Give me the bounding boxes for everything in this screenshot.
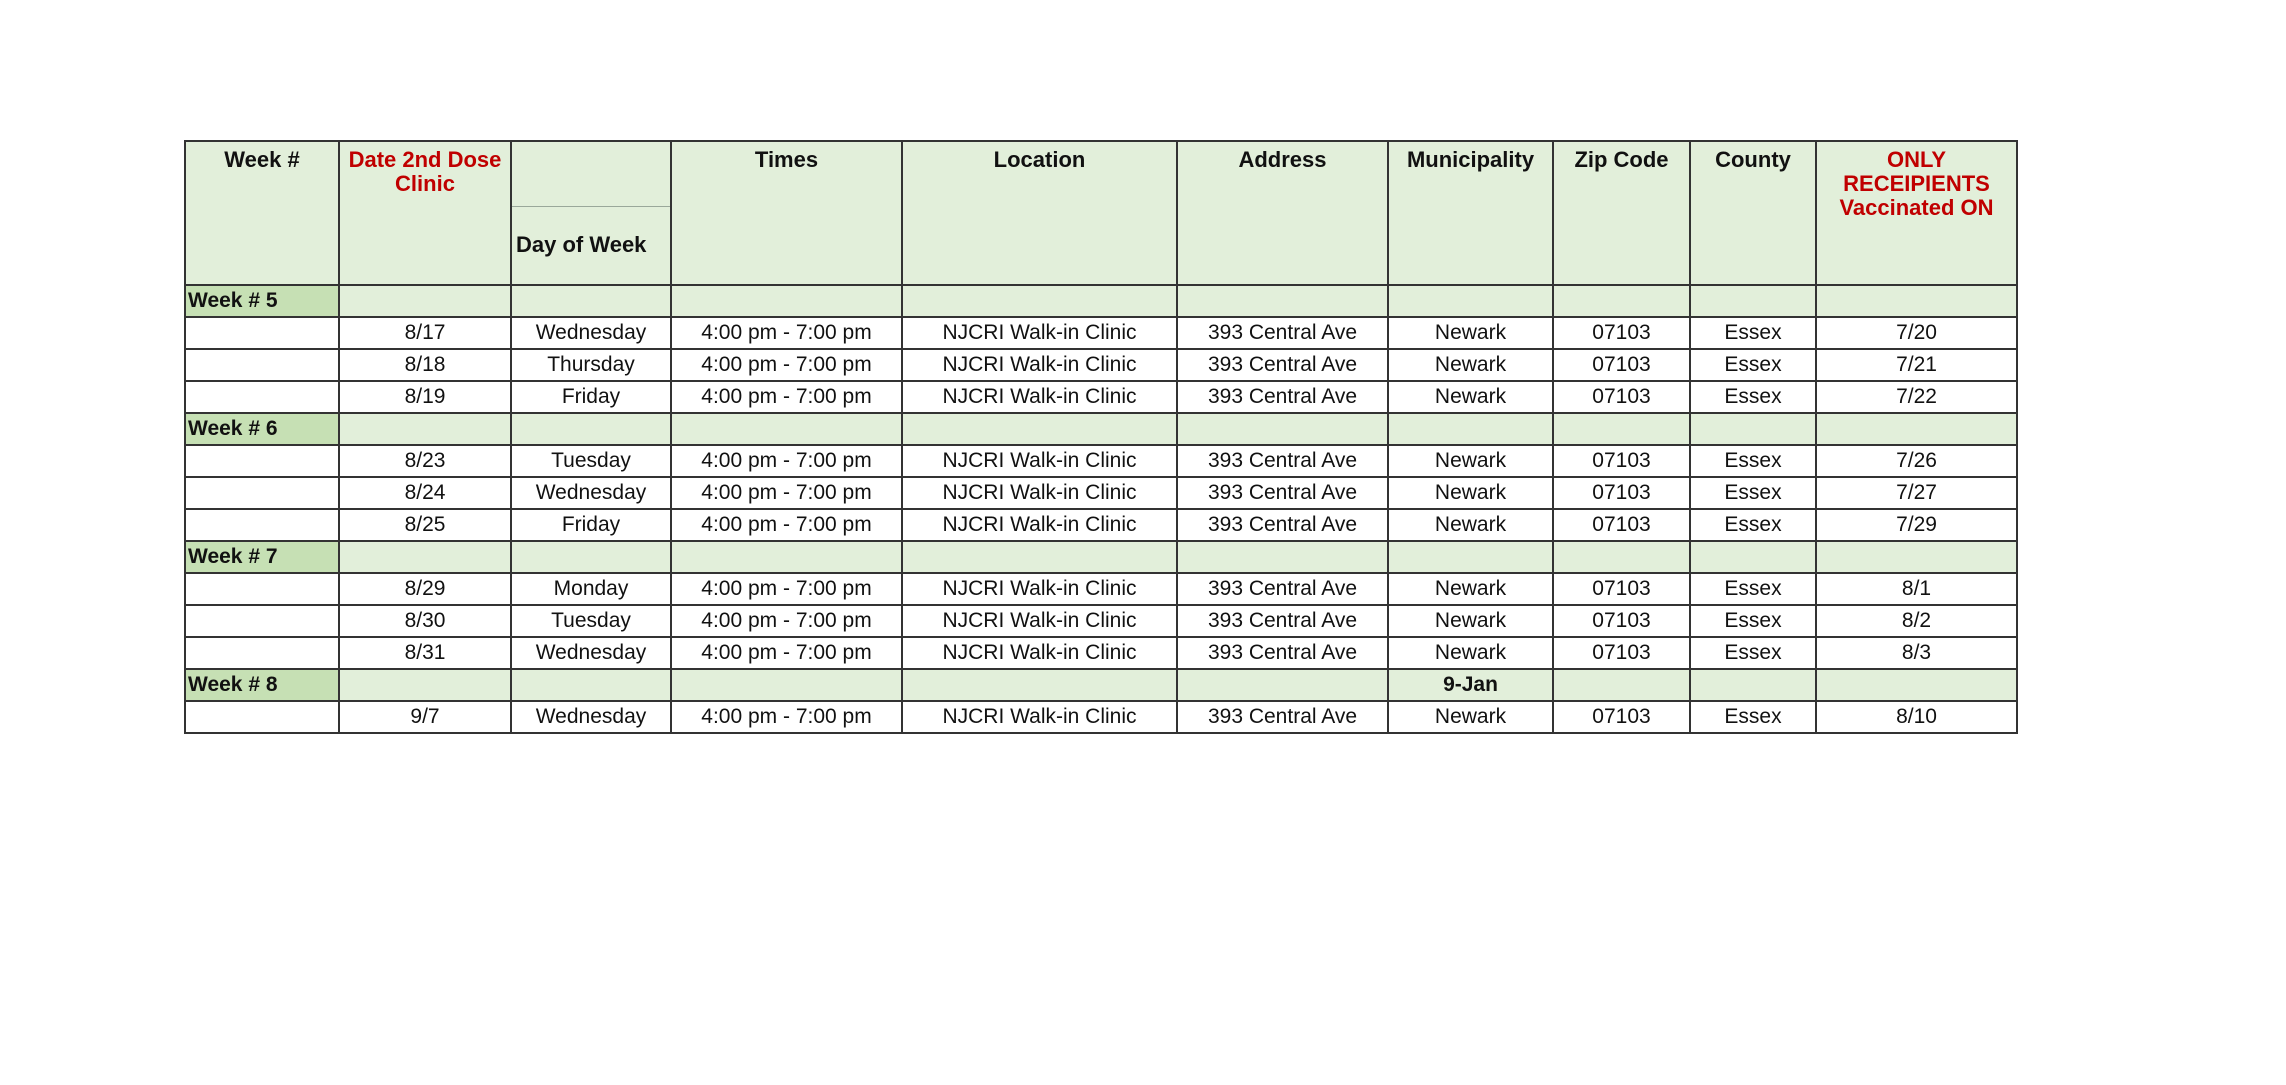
date-cell: 8/25: [339, 509, 511, 541]
date-cell: 9/7: [339, 701, 511, 733]
week-band-cell: [339, 413, 511, 445]
week-band-cell: [1177, 541, 1388, 573]
location-cell: NJCRI Walk-in Clinic: [902, 477, 1177, 509]
table-row: [185, 637, 2017, 669]
week-blank-cell: [185, 317, 339, 349]
header-vaccinated-on: ONLY RECEIPIENTS Vaccinated ON: [1816, 141, 2017, 285]
week-group-row: [185, 669, 2017, 701]
day-cell: Friday: [511, 381, 671, 413]
week-band-cell: [339, 541, 511, 573]
week-blank-cell: [185, 573, 339, 605]
times-cell: 4:00 pm - 7:00 pm: [671, 477, 902, 509]
week-band-cell: [511, 541, 671, 573]
day-cell: Friday: [511, 509, 671, 541]
week-band-cell: [1553, 541, 1690, 573]
day-cell: Thursday: [511, 349, 671, 381]
header-week: Week #: [185, 141, 339, 285]
week-note: 9-Jan: [1388, 669, 1553, 701]
address-cell: 393 Central Ave: [1177, 701, 1388, 733]
week-band-cell: [671, 413, 902, 445]
week-band-cell: [1816, 413, 2017, 445]
week-blank-cell: [185, 701, 339, 733]
header-county: County: [1690, 141, 1816, 285]
header-row: [185, 141, 2017, 285]
week-blank-cell: [185, 381, 339, 413]
table-row: [185, 445, 2017, 477]
week-band-cell: [902, 669, 1177, 701]
header-times: Times: [671, 141, 902, 285]
date-cell: 8/30: [339, 605, 511, 637]
municipality-cell: Newark: [1388, 509, 1553, 541]
address-cell: 393 Central Ave: [1177, 445, 1388, 477]
zip-cell: 07103: [1553, 573, 1690, 605]
vaccinated-on-cell: 7/22: [1816, 381, 2017, 413]
clinic-schedule-table: [184, 140, 2018, 734]
county-cell: Essex: [1690, 381, 1816, 413]
county-cell: Essex: [1690, 573, 1816, 605]
municipality-cell: Newark: [1388, 573, 1553, 605]
county-cell: Essex: [1690, 349, 1816, 381]
location-cell: NJCRI Walk-in Clinic: [902, 701, 1177, 733]
week-blank-cell: [185, 509, 339, 541]
county-cell: Essex: [1690, 701, 1816, 733]
week-note: [1388, 541, 1553, 573]
zip-cell: 07103: [1553, 637, 1690, 669]
county-cell: Essex: [1690, 317, 1816, 349]
county-cell: Essex: [1690, 477, 1816, 509]
week-group-row: [185, 413, 2017, 445]
table-row: [185, 349, 2017, 381]
day-cell: Wednesday: [511, 317, 671, 349]
times-cell: 4:00 pm - 7:00 pm: [671, 381, 902, 413]
header-location: Location: [902, 141, 1177, 285]
location-cell: NJCRI Walk-in Clinic: [902, 317, 1177, 349]
times-cell: 4:00 pm - 7:00 pm: [671, 637, 902, 669]
vaccinated-on-cell: 8/3: [1816, 637, 2017, 669]
week-band-cell: [1553, 285, 1690, 317]
week-band-cell: [1690, 413, 1816, 445]
county-cell: Essex: [1690, 637, 1816, 669]
table-row: [185, 573, 2017, 605]
times-cell: 4:00 pm - 7:00 pm: [671, 509, 902, 541]
week-band-cell: [1553, 413, 1690, 445]
location-cell: NJCRI Walk-in Clinic: [902, 605, 1177, 637]
times-cell: 4:00 pm - 7:00 pm: [671, 445, 902, 477]
date-cell: 8/23: [339, 445, 511, 477]
week-band-cell: [511, 669, 671, 701]
times-cell: 4:00 pm - 7:00 pm: [671, 349, 902, 381]
week-band-cell: [1690, 285, 1816, 317]
week-band-cell: [671, 669, 902, 701]
week-blank-cell: [185, 605, 339, 637]
day-cell: Tuesday: [511, 605, 671, 637]
table-row: [185, 701, 2017, 733]
vaccinated-on-cell: 7/26: [1816, 445, 2017, 477]
address-cell: 393 Central Ave: [1177, 509, 1388, 541]
times-cell: 4:00 pm - 7:00 pm: [671, 605, 902, 637]
week-label: Week # 5: [185, 285, 339, 317]
week-band-cell: [339, 669, 511, 701]
week-band-cell: [511, 413, 671, 445]
table-row: [185, 381, 2017, 413]
table-row: [185, 477, 2017, 509]
week-band-cell: [1690, 541, 1816, 573]
day-cell: Wednesday: [511, 637, 671, 669]
week-label: Week # 6: [185, 413, 339, 445]
week-label: Week # 7: [185, 541, 339, 573]
zip-cell: 07103: [1553, 509, 1690, 541]
vaccinated-on-cell: 8/1: [1816, 573, 2017, 605]
week-band-cell: [1816, 541, 2017, 573]
county-cell: Essex: [1690, 509, 1816, 541]
header-day-of-week: [511, 141, 671, 285]
date-cell: 8/19: [339, 381, 511, 413]
day-cell: Monday: [511, 573, 671, 605]
week-band-cell: [1553, 669, 1690, 701]
vaccinated-on-cell: 7/20: [1816, 317, 2017, 349]
location-cell: NJCRI Walk-in Clinic: [902, 349, 1177, 381]
week-band-cell: [1177, 669, 1388, 701]
vaccinated-on-cell: 7/27: [1816, 477, 2017, 509]
municipality-cell: Newark: [1388, 605, 1553, 637]
week-label: Week # 8: [185, 669, 339, 701]
week-band-cell: [1816, 669, 2017, 701]
week-band-cell: [671, 541, 902, 573]
week-blank-cell: [185, 445, 339, 477]
week-blank-cell: [185, 637, 339, 669]
week-band-cell: [671, 285, 902, 317]
municipality-cell: Newark: [1388, 477, 1553, 509]
week-band-cell: [1177, 413, 1388, 445]
vaccinated-on-cell: 7/29: [1816, 509, 2017, 541]
address-cell: 393 Central Ave: [1177, 477, 1388, 509]
zip-cell: 07103: [1553, 605, 1690, 637]
municipality-cell: Newark: [1388, 637, 1553, 669]
zip-cell: 07103: [1553, 349, 1690, 381]
location-cell: NJCRI Walk-in Clinic: [902, 637, 1177, 669]
location-cell: NJCRI Walk-in Clinic: [902, 573, 1177, 605]
location-cell: NJCRI Walk-in Clinic: [902, 381, 1177, 413]
date-cell: 8/29: [339, 573, 511, 605]
address-cell: 393 Central Ave: [1177, 349, 1388, 381]
header-day-of-week-label: Day of Week: [516, 232, 647, 258]
address-cell: 393 Central Ave: [1177, 317, 1388, 349]
municipality-cell: Newark: [1388, 381, 1553, 413]
municipality-cell: Newark: [1388, 701, 1553, 733]
table-row: [185, 605, 2017, 637]
times-cell: 4:00 pm - 7:00 pm: [671, 573, 902, 605]
zip-cell: 07103: [1553, 317, 1690, 349]
day-cell: Wednesday: [511, 701, 671, 733]
municipality-cell: Newark: [1388, 317, 1553, 349]
table-row: [185, 509, 2017, 541]
week-band-cell: [511, 285, 671, 317]
vaccinated-on-cell: 8/2: [1816, 605, 2017, 637]
header-address: Address: [1177, 141, 1388, 285]
county-cell: Essex: [1690, 605, 1816, 637]
location-cell: NJCRI Walk-in Clinic: [902, 509, 1177, 541]
municipality-cell: Newark: [1388, 349, 1553, 381]
address-cell: 393 Central Ave: [1177, 381, 1388, 413]
date-cell: 8/18: [339, 349, 511, 381]
zip-cell: 07103: [1553, 381, 1690, 413]
week-band-cell: [902, 285, 1177, 317]
day-cell: Tuesday: [511, 445, 671, 477]
county-cell: Essex: [1690, 445, 1816, 477]
address-cell: 393 Central Ave: [1177, 605, 1388, 637]
header-date-2nd-dose: Date 2nd Dose Clinic: [339, 141, 511, 285]
header-zip-code: Zip Code: [1553, 141, 1690, 285]
week-band-cell: [902, 413, 1177, 445]
week-group-row: [185, 285, 2017, 317]
times-cell: 4:00 pm - 7:00 pm: [671, 701, 902, 733]
week-band-cell: [1816, 285, 2017, 317]
week-note: [1388, 285, 1553, 317]
vaccinated-on-cell: 7/21: [1816, 349, 2017, 381]
week-note: [1388, 413, 1553, 445]
date-cell: 8/31: [339, 637, 511, 669]
address-cell: 393 Central Ave: [1177, 573, 1388, 605]
header-municipality: Municipality: [1388, 141, 1553, 285]
week-band-cell: [339, 285, 511, 317]
week-band-cell: [902, 541, 1177, 573]
times-cell: 4:00 pm - 7:00 pm: [671, 317, 902, 349]
day-cell: Wednesday: [511, 477, 671, 509]
week-blank-cell: [185, 477, 339, 509]
zip-cell: 07103: [1553, 445, 1690, 477]
municipality-cell: Newark: [1388, 445, 1553, 477]
address-cell: 393 Central Ave: [1177, 637, 1388, 669]
date-cell: 8/24: [339, 477, 511, 509]
table-row: [185, 317, 2017, 349]
week-band-cell: [1690, 669, 1816, 701]
location-cell: NJCRI Walk-in Clinic: [902, 445, 1177, 477]
week-band-cell: [1177, 285, 1388, 317]
zip-cell: 07103: [1553, 477, 1690, 509]
week-group-row: [185, 541, 2017, 573]
date-cell: 8/17: [339, 317, 511, 349]
zip-cell: 07103: [1553, 701, 1690, 733]
vaccinated-on-cell: 8/10: [1816, 701, 2017, 733]
week-blank-cell: [185, 349, 339, 381]
